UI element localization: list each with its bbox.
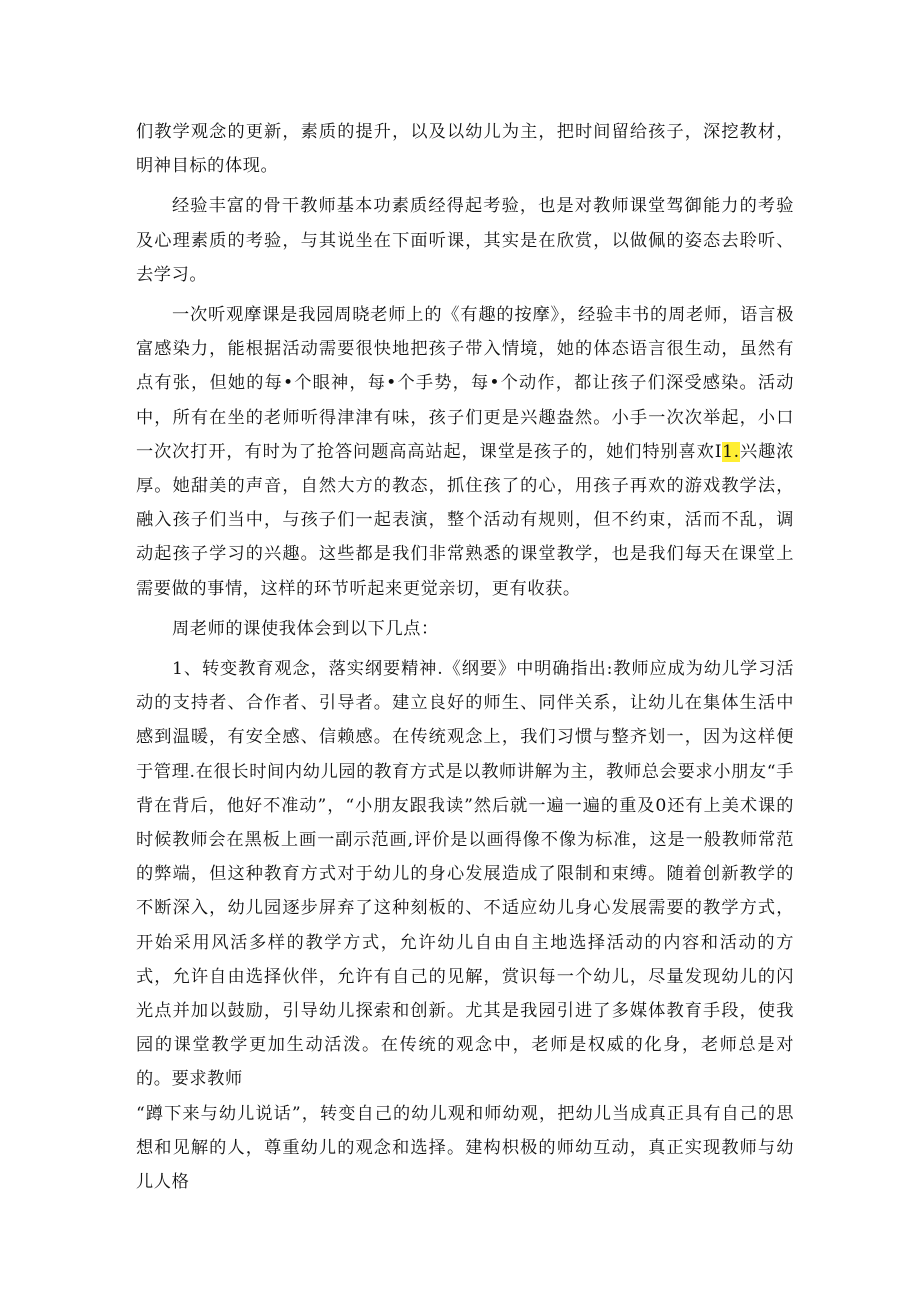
paragraph-1: 们教学观念的更新，素质的提升，以及以幼儿为主，把时间留给孩子，深挖教材，明神目标的体现。 <box>136 122 794 177</box>
paragraph-2: 经验丰富的骨干教师基本功素质经得起考验，也是对教师课堂驾御能力的考验及心理素质的考验，与其说坐在下面听课，其实是在欣赏，以做佩的姿态去聆听、去学习。 <box>136 196 794 285</box>
paragraph-4: 周老师的课使我体会到以下几点： <box>172 618 439 639</box>
paragraph-5: 1、转变教育观念，落实纲要精神.《纲要》中明确指出:教师应成为幼儿学习活动的支持者、合作者、引导者。建立良好的师生、同伴关系，让幼儿在集体生活中感到温暖，有安全感、信赖感。在传统观念上，我们习惯与整齐划一，因为这样便于管理.在很长时间内幼儿园的教育方式是以教师讲解为主，教师总会要求小朋友“手背在背后，他好不准动”，“小朋友跟我读”然后就一遍一遍的重及0还有上美术课的时候教师会在黑板上画一副示范画,评价是以画得像不像为标准，这是一般教师常范的弊端，但这种教育方式对于幼儿的身心发展造成了限制和束缚。随着创新教学的不断深入，幼儿园逐步屏弃了这种刻板的、不适应幼儿身心发展需要的教学方式，开始采用风活多样的教学方式，允许幼儿自由自主地选择活动的内容和活动的方式，允许自由选择伙伴，允许有自己的见解，赏识每一个幼儿，尽量发现幼儿的闪光点并加以鼓励，引导幼儿探索和创新。尤其是我园引进了多媒体教育手段，使我园的课堂教学更加生动活泼。在传统的观念中，老师是权威的化身，老师总是对的。要求教师 <box>136 659 794 1090</box>
paragraph-6: “蹲下来与幼儿说话”，转变自己的幼儿观和师幼观，把幼儿当成真正具有自己的思想和见解的人，尊重幼儿的观念和选择。建构枳极的师幼互动，真正实现教师与幼儿人格 <box>136 1103 794 1193</box>
highlighted-text: 1. <box>722 441 740 462</box>
paragraph-3-text-after: 兴趣浓厚。她甜美的声音，自然大方的教态，抓住孩了的心，用孩子再欢的游戏教学法，融入孩子们当中，与孩子们一起表演，整个活动有规则，但不约束，活而不乱，调动起孩子学习的兴趣。这些都是我们非常熟悉的课堂教学，也是我们每天在课堂上需要做的事情，这样的环节听起来更觉亲切，更有收获。 <box>136 441 794 599</box>
paragraph-3 <box>136 298 794 606</box>
paragraph-3-text-before: 一次听观摩课是我园周晓老师上的《有趣的按摩》，经验丰书的周老师，语言极富感染力，能根据活动需要很快地把孩子带入情境，她的体态语言很生动，虽然有点有张，但她的每•个眼神，每•个手势，每•个动作，都让孩子们深受感染。活动中，所有在坐的老师听得津津有味，孩子们更是兴趣盎然。小手一次次举起，小口一次次打开，有时为了抢答问题高高站起，课堂是孩子的，她们特别喜欢I <box>136 305 794 462</box>
